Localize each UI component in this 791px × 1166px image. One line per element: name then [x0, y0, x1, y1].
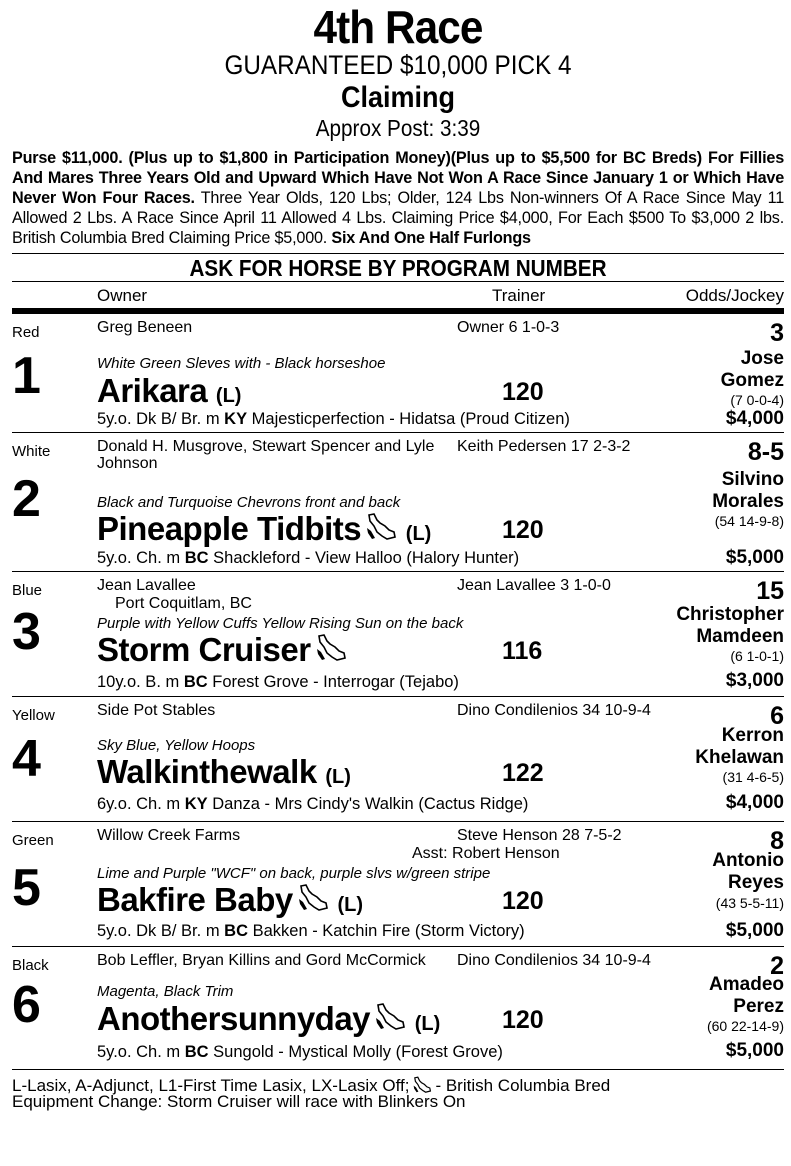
jockey-name [676, 604, 784, 648]
breeding-state: BC [224, 922, 248, 940]
jockey-first-name: Silvino [721, 469, 784, 490]
column-header [12, 281, 784, 308]
equipment-change: Equipment Change: Storm Cruiser will race with Blinkers On [12, 1092, 466, 1111]
trainer: Dino Condilenios 34 10-9-4 [457, 702, 651, 719]
weight: 120 [502, 887, 544, 915]
trainer-column-label: Trainer [492, 286, 546, 305]
medication: (L) [414, 1013, 441, 1035]
race-program-page [12, 0, 784, 1166]
breeding-pedigree: Sungold - Mystical Molly (Forest Grove) [208, 1043, 503, 1061]
jockey-last-name: Reyes [728, 872, 784, 893]
race-title: 4th Race [313, 1, 483, 53]
saddle-cloth-color: Black [12, 957, 49, 974]
owner: Willow Creek Farms [97, 827, 241, 844]
jockey-name [721, 348, 784, 392]
entry-row [12, 947, 784, 1070]
jockey-last-name: Gomez [720, 370, 784, 391]
breeding-pedigree: Danza - Mrs Cindy's Walkin (Cactus Ridge) [207, 795, 529, 813]
breeding [97, 549, 519, 568]
owner: Donald H. Musgrove, Stewart Spencer and Lyle Johnson [97, 438, 435, 472]
entry-row [12, 822, 784, 947]
morning-line-odds: 8-5 [747, 438, 784, 466]
race-header [12, 1, 784, 141]
silks-description: Black and Turquoise Chevrons front and back [97, 494, 401, 511]
weight: 120 [502, 378, 544, 406]
saddle-cloth-color: Red [12, 324, 40, 341]
bc-map-icon [315, 633, 347, 663]
owner: Jean Lavallee [97, 577, 196, 594]
jockey-first-name: Antonio [712, 850, 784, 871]
breeding-age-sex: 5y.o. Dk B/ Br. m [97, 410, 225, 428]
silks-description: White Green Sleves with - Black horseshoe [97, 355, 386, 372]
claiming-price: $5,000 [725, 1040, 784, 1061]
program-number: 2 [12, 470, 41, 528]
jockey-last-name: Perez [733, 996, 784, 1017]
jockey-first-name: Kerron [721, 725, 784, 746]
horse-name: Pineapple Tidbits [97, 510, 362, 547]
owner: Bob Leffler, Bryan Killins and Gord McCormick [97, 952, 426, 969]
owner: Greg Beneen [97, 319, 193, 336]
conditions-bold: Purse $11,000. (Plus up to $1,800 in Participation Money)(Plus up to $5,500 for BC Breds) For Fillies And Mares Three Years Old and Upward Which Have Not Won A Race Since January 1 or Which Have Never Won Four Races. [12, 149, 784, 207]
horse-name-line [97, 883, 363, 916]
silks-description: Magenta, Black Trim [97, 983, 234, 1000]
breeding [97, 922, 525, 941]
horse-name: Anothersunnyday [97, 1000, 371, 1037]
owner-column-label: Owner [97, 286, 148, 305]
bc-map-icon [374, 1002, 406, 1032]
trainer: Owner 6 1-0-3 [457, 319, 560, 336]
horse-name-line [97, 1002, 440, 1035]
jockey-last-name: Mamdeen [696, 626, 784, 647]
breeding-state: KY [224, 410, 248, 428]
weight: 122 [502, 759, 544, 787]
jockey-name [712, 469, 784, 513]
program-number: 3 [12, 603, 41, 661]
horse-name-line [97, 374, 241, 407]
breeding-pedigree: Forest Grove - Interrogar (Tejabo) [207, 673, 459, 691]
breeding-state: BC [183, 673, 208, 691]
silks-description: Lime and Purple "WCF" on back, purple slvs w/green stripe [97, 865, 491, 882]
program-number: 5 [12, 859, 41, 917]
program-number: 4 [12, 730, 41, 788]
saddle-cloth-color: Blue [12, 582, 43, 599]
horse-name-line [97, 633, 347, 666]
legend-text: L-Lasix, A-Adjunct, L1-First Time Lasix, LX-Lasix Off; [12, 1076, 410, 1095]
saddle-cloth-color: Yellow [12, 707, 55, 724]
morning-line-odds: 15 [756, 577, 784, 605]
entry-row [12, 572, 784, 697]
saddle-cloth-color: White [12, 443, 51, 460]
assistant-trainer: Asst: Robert Henson [412, 845, 560, 862]
jockey-last-name: Khelawan [695, 747, 784, 768]
jockey-first-name: Jose [740, 348, 784, 369]
program-number: 1 [12, 347, 41, 405]
breeding [97, 410, 570, 429]
weight: 116 [502, 637, 543, 665]
jockey-stats: (60 22-14-9) [706, 1018, 784, 1034]
post-time: Approx Post: 3:39 [315, 115, 481, 141]
breeding-state: BC [184, 1043, 209, 1061]
entry-row [12, 433, 784, 572]
horse-name: Bakfire Baby [97, 881, 293, 918]
jockey-stats: (7 0-0-4) [730, 392, 784, 408]
trainer: Steve Henson 28 7-5-2 [457, 827, 622, 844]
owner: Side Pot Stables [97, 702, 216, 719]
trainer: Jean Lavallee 3 1-0-0 [457, 577, 611, 594]
conditions-text: Three Year Olds, 120 Lbs; Older, 124 Lbs Non-winners Of A Race Since May 11 Allowed 2 Lbs. A Race Since April 11 Allowed 4 Lbs. Claiming Price $4,000, For Each $500 To $3,000 2 lbs. British Columbia Bred Claiming Price $5,000. [12, 189, 785, 247]
breeding-age-sex: 6y.o. Ch. m [97, 795, 185, 813]
entry-row [12, 314, 784, 433]
jockey-first-name: Christopher [676, 604, 784, 625]
claiming-price: $5,000 [725, 920, 784, 941]
silks-description: Sky Blue, Yellow Hoops [97, 737, 256, 754]
horse-name-line [97, 755, 351, 788]
race-type: Claiming [340, 81, 456, 114]
breeding-age-sex: 5y.o. Dk B/ Br. m [97, 922, 225, 940]
breeding-age-sex: 5y.o. Ch. m [97, 549, 185, 567]
medication: (L) [337, 894, 363, 916]
breeding-age-sex: 10y.o. B. m [97, 673, 184, 691]
claiming-price: $3,000 [725, 670, 784, 691]
medication: (L) [405, 523, 432, 545]
silks-description: Purple with Yellow Cuffs Yellow Rising Sun on the back [97, 615, 464, 632]
breeding [97, 795, 528, 814]
bc-map-icon [297, 883, 329, 913]
breeding-age-sex: 5y.o. Ch. m [97, 1043, 185, 1061]
jockey-last-name: Morales [712, 491, 784, 512]
horse-name-line [97, 512, 431, 545]
conditions-distance: Six And One Half Furlongs [327, 229, 531, 247]
breeding-state: KY [184, 795, 208, 813]
breeding-pedigree: Bakken - Katchin Fire (Storm Victory) [248, 922, 525, 940]
breeding-state: BC [184, 549, 209, 567]
jockey-name [712, 850, 784, 894]
jockey-stats: (6 1-0-1) [730, 648, 784, 664]
jockey-name [695, 725, 784, 769]
morning-line-odds: 6 [770, 702, 784, 730]
divider [12, 253, 784, 254]
morning-line-odds: 2 [770, 952, 784, 980]
entry-row [12, 697, 784, 822]
ask-banner: ASK FOR HORSE BY PROGRAM NUMBER [189, 255, 607, 281]
weight: 120 [502, 1006, 544, 1034]
trainer: Keith Pedersen 17 2-3-2 [457, 438, 631, 455]
jockey-stats: (54 14-9-8) [714, 513, 784, 529]
odds-column-label: Odds/Jockey [685, 286, 784, 305]
medication: (L) [325, 766, 351, 788]
trainer: Dino Condilenios 34 10-9-4 [457, 952, 651, 969]
jockey-stats: (43 5-5-11) [715, 895, 784, 911]
morning-line-odds: 3 [770, 319, 784, 347]
saddle-cloth-color: Green [12, 832, 54, 849]
breeding [97, 673, 459, 692]
legend-bc-text: - British Columbia Bred [435, 1076, 611, 1095]
race-conditions [12, 148, 784, 248]
breeding-pedigree: Shackleford - View Halloo (Halory Hunter) [208, 549, 520, 567]
medication: (L) [215, 385, 242, 407]
bc-map-icon [365, 512, 397, 542]
horse-name: Storm Cruiser [97, 631, 311, 668]
breeding [97, 1043, 503, 1062]
claiming-price: $5,000 [725, 547, 784, 568]
jockey-first-name: Amadeo [709, 974, 784, 995]
morning-line-odds: 8 [770, 827, 784, 855]
horse-name: Walkinthewalk [97, 753, 317, 790]
claiming-price: $4,000 [725, 792, 784, 813]
claiming-price: $4,000 [725, 408, 784, 429]
footer-legend [12, 1076, 784, 1110]
program-number: 6 [12, 976, 41, 1034]
horse-name: Arikara [97, 372, 208, 409]
breeding-pedigree: Majesticperfection - Hidatsa (Proud Citizen) [247, 410, 570, 428]
jockey-stats: (31 4-6-5) [722, 769, 784, 785]
owner-location: Port Coquitlam, BC [115, 595, 252, 612]
weight: 120 [502, 516, 544, 544]
race-subtitle: GUARANTEED $10,000 PICK 4 [224, 50, 572, 80]
jockey-name [709, 974, 784, 1018]
